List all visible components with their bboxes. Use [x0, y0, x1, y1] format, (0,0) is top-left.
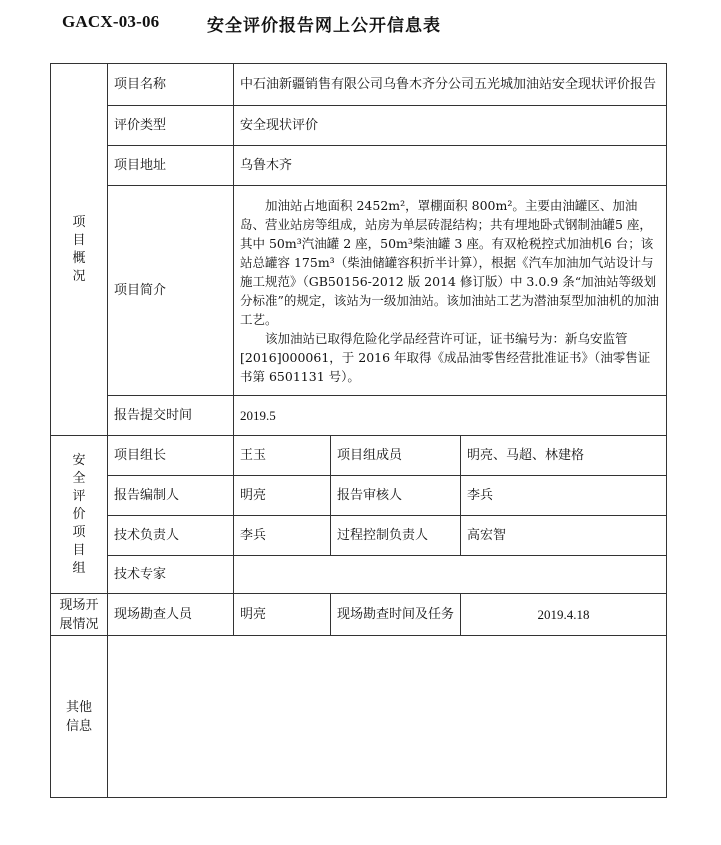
process-lead-label: 过程控制负责人: [331, 516, 461, 556]
form-code: GACX-03-06: [62, 12, 160, 31]
submit-time-label: 报告提交时间: [108, 396, 234, 436]
row-address: [51, 146, 667, 186]
row-eval-type: [51, 106, 667, 146]
info-table: [50, 63, 667, 798]
surveyor-label: 现场勘查人员: [108, 594, 234, 636]
address-label: 项目地址: [108, 146, 234, 186]
address-value: 乌鲁木齐: [234, 146, 667, 186]
intro-paragraph-1: 加油站占地面积 2452m²，罩棚面积 800m²。主要由油罐区、加油岛、营业站房等组成，站房为单层砖混结构；共有埋地卧式钢制油罐5 座，其中 50m³汽油罐 2 座，50m³柴油罐 3 座。有双枪税控式加油机6 台；该站总罐容 175m³（柴油储罐容积折半计算），根据《汽车加油加气站设计与施工规范》（GB50156-2012 版 2014 修订版）中 3.0.9 条“加油站等级划分标准”的规定，该站为一级加油站。该加油站工艺为潜油泵型加油机的加油工艺。: [240, 197, 659, 327]
expert-value: [234, 556, 667, 594]
row-author: [51, 476, 667, 516]
document-header: [0, 0, 721, 50]
eval-type-label: 评价类型: [108, 106, 234, 146]
intro-label: 项目简介: [108, 186, 234, 396]
category-team: 安全评价项目组: [51, 436, 108, 594]
expert-label: 技术专家: [108, 556, 234, 594]
category-site: 现场开展情况: [51, 594, 108, 636]
other-value: [108, 636, 667, 798]
survey-time-value: 2019.4.18: [461, 594, 667, 636]
eval-type-value: 安全现状评价: [234, 106, 667, 146]
reviewer-label: 报告审核人: [331, 476, 461, 516]
author-value: 明亮: [234, 476, 331, 516]
intro-paragraph-2: 该加油站已取得危险化学品经营许可证，证书编号为：新乌安监管[2016]000061，于 2016 年取得《成品油零售经营批准证书》（油零售证书第 6501131 号）。: [240, 330, 651, 384]
row-tech-lead: [51, 516, 667, 556]
members-value: 明亮、马超、林建格: [461, 436, 667, 476]
row-intro: [51, 186, 667, 396]
members-label: 项目组成员: [331, 436, 461, 476]
row-submit-time: [51, 396, 667, 436]
project-name-value: 中石油新疆销售有限公司乌鲁木齐分公司五光城加油站安全现状评价报告: [234, 64, 667, 106]
process-lead-value: 高宏智: [461, 516, 667, 556]
row-expert: [51, 556, 667, 594]
category-other: 其他信息: [51, 636, 108, 798]
reviewer-value: 李兵: [461, 476, 667, 516]
row-other: [51, 636, 667, 798]
surveyor-value: 明亮: [234, 594, 331, 636]
submit-time-value: 2019.5: [234, 396, 667, 436]
survey-time-label: 现场勘查时间及任务: [331, 594, 461, 636]
intro-value: [234, 186, 667, 396]
author-label: 报告编制人: [108, 476, 234, 516]
tech-lead-label: 技术负责人: [108, 516, 234, 556]
row-leader: [51, 436, 667, 476]
category-overview: 项目概况: [51, 64, 108, 436]
project-name-label: 项目名称: [108, 64, 234, 106]
leader-value: 王玉: [234, 436, 331, 476]
row-project-name: [51, 64, 667, 106]
row-site-survey: [51, 594, 667, 636]
leader-label: 项目组长: [108, 436, 234, 476]
document-title: 安全评价报告网上公开信息表: [207, 16, 441, 36]
tech-lead-value: 李兵: [234, 516, 331, 556]
